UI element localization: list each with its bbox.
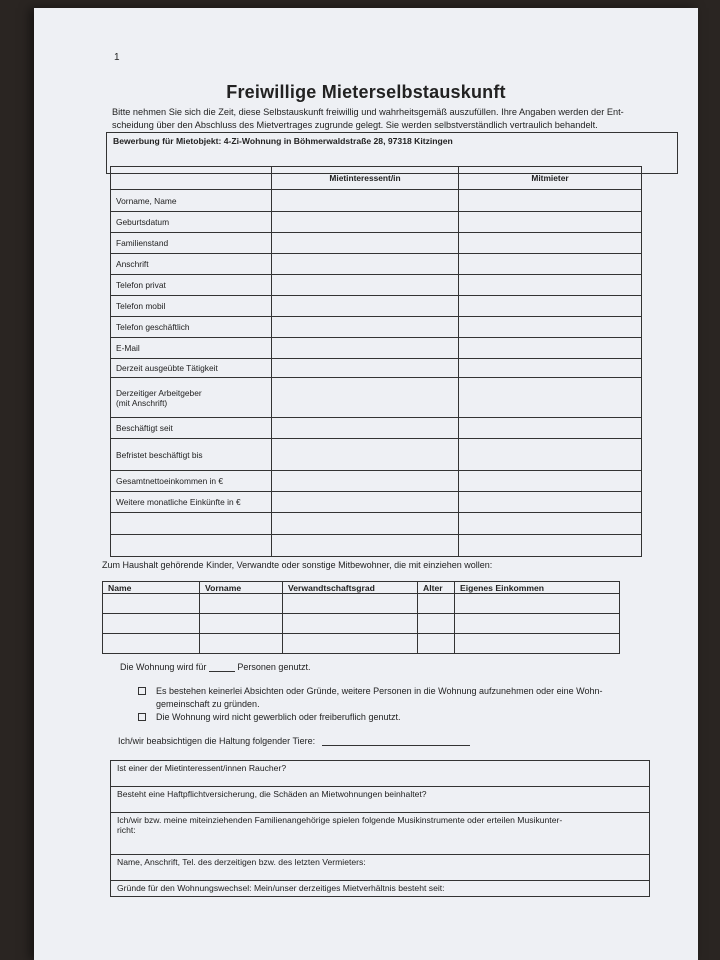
table-row xyxy=(111,513,642,535)
kids-cell[interactable] xyxy=(283,594,418,614)
cotenant-net-income-cell[interactable] xyxy=(459,471,642,492)
check2-text: Die Wohnung wird nicht gewerblich oder freiberuflich genutzt. xyxy=(156,712,401,722)
table-row xyxy=(111,761,650,787)
row-label-employer xyxy=(111,378,272,418)
applicant-phone-private-cell[interactable] xyxy=(272,275,459,296)
table-row xyxy=(111,359,642,378)
table-row xyxy=(111,212,642,233)
check-no-commercial-use xyxy=(138,711,648,724)
table-row xyxy=(103,614,620,634)
cotenant-phone-private-cell[interactable] xyxy=(459,275,642,296)
applicant-email-cell[interactable] xyxy=(272,338,459,359)
row-label-name: Vorname, Name xyxy=(111,190,272,212)
header-applicant: Mietinteressent/in xyxy=(272,167,459,190)
applicant-address-cell[interactable] xyxy=(272,254,459,275)
table-row xyxy=(111,338,642,359)
kids-cell[interactable] xyxy=(200,594,283,614)
kids-header-income: Eigenes Einkommen xyxy=(455,582,620,594)
row-label-employed-since: Beschäftigt seit xyxy=(111,418,272,439)
kids-cell[interactable] xyxy=(200,634,283,654)
cotenant-email-cell[interactable] xyxy=(459,338,642,359)
applicant-employed-since-cell[interactable] xyxy=(272,418,459,439)
rental-object-label: Bewerbung für Mietobjekt: 4-Zi-Wohnung in Böhmerwaldstraße 28, 97318 Kitzingen xyxy=(113,136,453,146)
cotenant-name-cell[interactable] xyxy=(459,190,642,212)
check-no-additional-persons xyxy=(138,685,648,711)
intro-line-1: Bitte nehmen Sie sich die Zeit, diese Selbstauskunft freiwillig und wahrheitsgemäß auszufüllen. Ihre Angaben werden der Ent- xyxy=(112,107,624,117)
table-row xyxy=(111,317,642,338)
question-insurance[interactable]: Besteht eine Haftpflichtversicherung, die Schäden an Mietwohnungen beinhaltet? xyxy=(111,787,650,813)
table-row xyxy=(111,418,642,439)
cotenant-phone-business-cell[interactable] xyxy=(459,317,642,338)
persons-suffix: Personen genutzt. xyxy=(237,662,311,672)
row-label-email: E-Mail xyxy=(111,338,272,359)
cotenant-address-cell[interactable] xyxy=(459,254,642,275)
table-row xyxy=(111,813,650,855)
kids-cell[interactable] xyxy=(283,614,418,634)
kids-cell[interactable] xyxy=(200,614,283,634)
empty-applicant-cell[interactable] xyxy=(272,535,459,557)
kids-header-relation: Verwandtschaftsgrad xyxy=(283,582,418,594)
kids-cell[interactable] xyxy=(103,614,200,634)
kids-header-firstname: Vorname xyxy=(200,582,283,594)
applicant-other-income-cell[interactable] xyxy=(272,492,459,513)
kids-cell[interactable] xyxy=(283,634,418,654)
pets-blank[interactable] xyxy=(322,735,470,746)
question-smoker[interactable]: Ist einer der Mietinteressent/innen Raucher? xyxy=(111,761,650,787)
empty-cotenant-cell[interactable] xyxy=(459,535,642,557)
applicant-phone-mobile-cell[interactable] xyxy=(272,296,459,317)
kids-header-name: Name xyxy=(103,582,200,594)
row-label-phone-business: Telefon geschäftlich xyxy=(111,317,272,338)
row-label-fixed-term: Befristet beschäftigt bis xyxy=(111,439,272,471)
kids-cell[interactable] xyxy=(418,614,455,634)
applicant-birthdate-cell[interactable] xyxy=(272,212,459,233)
kids-cell[interactable] xyxy=(418,634,455,654)
table-row xyxy=(111,254,642,275)
persons-line xyxy=(120,661,310,672)
empty-label-cell[interactable] xyxy=(111,513,272,535)
cotenant-occupation-cell[interactable] xyxy=(459,359,642,378)
cotenant-birthdate-cell[interactable] xyxy=(459,212,642,233)
form-title: Freiwillige Mieterselbstauskunft xyxy=(226,82,506,102)
kids-header-age: Alter xyxy=(418,582,455,594)
table-row xyxy=(111,275,642,296)
table-row xyxy=(103,594,620,614)
table-row xyxy=(111,787,650,813)
row-label-address: Anschrift xyxy=(111,254,272,275)
intro-text xyxy=(112,106,682,131)
table-row xyxy=(111,492,642,513)
household-table xyxy=(102,581,620,654)
applicant-fixed-term-cell[interactable] xyxy=(272,439,459,471)
cotenant-fixed-term-cell[interactable] xyxy=(459,439,642,471)
table-row xyxy=(103,634,620,654)
empty-applicant-cell[interactable] xyxy=(272,513,459,535)
question-music-line-1: Ich/wir bzw. meine miteinziehenden Familienangehörige spielen folgende Musikinstrumente oder erteilen Musikunter- xyxy=(117,815,563,825)
cotenant-employer-cell[interactable] xyxy=(459,378,642,418)
question-reasons[interactable]: Gründe für den Wohnungswechsel: Mein/unser derzeitiges Mietverhältnis besteht seit: xyxy=(111,881,650,897)
row-label-phone-private: Telefon privat xyxy=(111,275,272,296)
applicant-employer-cell[interactable] xyxy=(272,378,459,418)
cotenant-employed-since-cell[interactable] xyxy=(459,418,642,439)
row-label-other-income: Weitere monatliche Einkünfte in € xyxy=(111,492,272,513)
persons-prefix: Die Wohnung wird für xyxy=(120,662,207,672)
table-row xyxy=(111,190,642,212)
employer-sub-label: (mit Anschrift) xyxy=(116,397,168,408)
kids-cell[interactable] xyxy=(455,634,620,654)
table-row xyxy=(111,855,650,881)
question-music-line-2: richt: xyxy=(117,825,136,835)
kids-cell[interactable] xyxy=(418,594,455,614)
empty-cotenant-cell[interactable] xyxy=(459,513,642,535)
question-music[interactable] xyxy=(111,813,650,855)
kids-cell[interactable] xyxy=(103,594,200,614)
row-label-phone-mobile: Telefon mobil xyxy=(111,296,272,317)
applicant-net-income-cell[interactable] xyxy=(272,471,459,492)
check1-line-2: gemeinschaft zu gründen. xyxy=(156,699,260,709)
employer-label: Derzeitiger Arbeitgeber xyxy=(116,387,202,398)
intro-line-2: scheidung über den Abschluss des Mietvertrages zugrunde gelegt. Sie werden selbstverständlich vertraulich behandelt. xyxy=(112,119,598,130)
page-number: 1 xyxy=(114,52,120,63)
cotenant-marital-cell[interactable] xyxy=(459,233,642,254)
applicant-marital-cell[interactable] xyxy=(272,233,459,254)
row-label-occupation: Derzeit ausgeübte Tätigkeit xyxy=(111,359,272,378)
applicant-name-cell[interactable] xyxy=(272,190,459,212)
checkbox-no-additional-persons[interactable] xyxy=(138,687,146,695)
pets-text: Ich/wir beabsichtigen die Haltung folgender Tiere: xyxy=(118,736,316,746)
applicant-occupation-cell[interactable] xyxy=(272,359,459,378)
applicant-table xyxy=(110,166,642,557)
table-row xyxy=(111,881,650,897)
questions-table xyxy=(110,760,650,897)
header-empty xyxy=(111,167,272,190)
applicant-phone-business-cell[interactable] xyxy=(272,317,459,338)
row-label-birthdate: Geburtsdatum xyxy=(111,212,272,233)
table-row xyxy=(111,535,642,557)
applicant-table-header xyxy=(111,167,642,190)
header-cotenant: Mitmieter xyxy=(459,167,642,190)
question-landlord[interactable]: Name, Anschrift, Tel. des derzeitigen bzw. des letzten Vermieters: xyxy=(111,855,650,881)
pets-line xyxy=(118,735,470,746)
kids-cell[interactable] xyxy=(103,634,200,654)
cotenant-other-income-cell[interactable] xyxy=(459,492,642,513)
checkbox-no-commercial-use[interactable] xyxy=(138,713,146,721)
cotenant-phone-mobile-cell[interactable] xyxy=(459,296,642,317)
kids-cell[interactable] xyxy=(455,614,620,634)
table-row xyxy=(111,233,642,254)
table-row xyxy=(111,471,642,492)
table-row xyxy=(111,439,642,471)
kids-cell[interactable] xyxy=(455,594,620,614)
empty-label-cell[interactable] xyxy=(111,535,272,557)
persons-count-blank[interactable] xyxy=(209,661,235,672)
row-label-net-income: Gesamtnettoeinkommen in € xyxy=(111,471,272,492)
household-table-header xyxy=(103,582,620,594)
table-row xyxy=(111,378,642,418)
row-label-marital: Familienstand xyxy=(111,233,272,254)
household-text: Zum Haushalt gehörende Kinder, Verwandte oder sonstige Mitbewohner, die mit einziehen wollen: xyxy=(102,560,493,570)
table-row xyxy=(111,296,642,317)
check1-line-1: Es bestehen keinerlei Absichten oder Gründe, weitere Personen in die Wohnung aufzunehmen oder eine Wohn- xyxy=(156,686,603,696)
